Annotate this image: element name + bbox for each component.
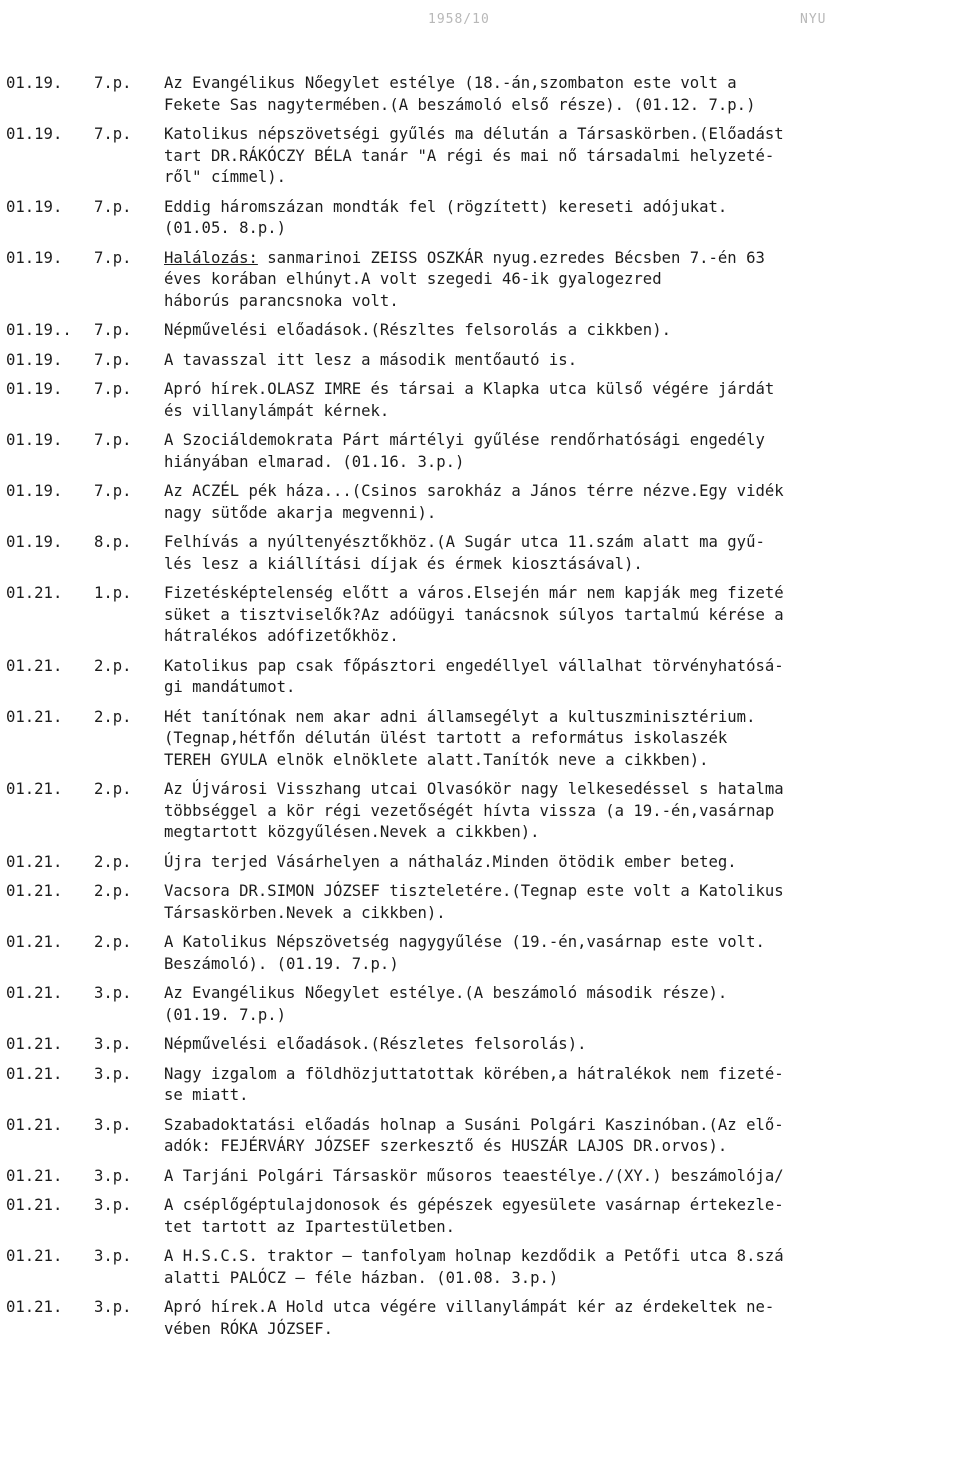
entry-date: 01.21. — [6, 882, 63, 900]
entry-body: Az Újvárosi Visszhang utcai Olvasókör nagy lelkesedéssel s hatalma többséggel a kör régi vezetőségét hívta vissza (a 19.-én,vasárnap megtartott közgyűlésen.Nevek a cikkben). — [164, 780, 784, 841]
entry-label: Halálozás: — [164, 248, 258, 267]
entry-date: 01.19. — [6, 125, 63, 143]
entry-date: 01.19. — [6, 380, 63, 398]
entry-page: 7.p. — [94, 482, 132, 500]
entry-page: 7.p. — [94, 350, 132, 369]
list-item — [6, 379, 954, 422]
entry-body: A cséplőgéptulajdonosok és gépészek egyesülete vasárnap értekezle- tet tartott az Ipartestületben. — [164, 1196, 784, 1236]
entry-body: Eddig háromszázan mondták fel (rögzített) kereseti adójukat. (01.05. 8.p.) — [164, 197, 728, 237]
entry-date: 01.21. — [6, 852, 63, 871]
entry-text — [164, 73, 944, 116]
entry-date: 01.19. — [6, 197, 63, 216]
entry-page: 3.p. — [94, 1247, 132, 1265]
entry-body: Nagy izgalom a földhözjuttatottak körében,a hátralékok nem fizeté- se miatt. — [164, 1064, 784, 1104]
list-item — [6, 124, 954, 189]
entry-date: 01.19. — [6, 248, 63, 267]
entry-list — [6, 73, 954, 1348]
entry-page: 7.p. — [94, 380, 132, 398]
entry-page: 3.p. — [94, 1196, 132, 1214]
list-item — [6, 73, 954, 116]
entry-text — [164, 532, 944, 575]
entry-date: 01.21. — [6, 584, 63, 602]
entry-date: 01.21. — [6, 1115, 63, 1134]
list-item — [6, 983, 954, 1026]
list-item — [6, 481, 954, 524]
entry-page: 7.p. — [94, 74, 132, 92]
entry-page: 3.p. — [94, 1115, 132, 1134]
entry-body: A Tarjáni Polgári Társaskör műsoros teaestélye./(XY.) beszámolója/ — [164, 1166, 784, 1185]
entry-text — [164, 1115, 944, 1158]
entry-text — [164, 1034, 944, 1056]
entry-page: 3.p. — [94, 984, 132, 1002]
list-item — [6, 1064, 954, 1107]
list-item — [6, 852, 954, 874]
entry-date: 01.19. — [6, 74, 63, 92]
entry-date: 01.21. — [6, 656, 63, 675]
entry-date: 01.21. — [6, 707, 63, 726]
list-item — [6, 1246, 954, 1289]
entry-text — [164, 852, 944, 874]
entry-text — [164, 1246, 944, 1289]
entry-text — [164, 1195, 944, 1238]
entry-body: Szabadoktatási előadás holnap a Susáni Polgári Kaszinóban.(Az elő- adók: FEJÉRVÁRY JÓZSEF szerkesztő és HUSZÁR LAJOS DR.orvos). — [164, 1115, 784, 1155]
entry-page: 2.p. — [94, 656, 132, 675]
entry-page: 3.p. — [94, 1298, 132, 1316]
entry-page: 3.p. — [94, 1064, 132, 1083]
entry-page: 7.p. — [94, 248, 132, 267]
entry-text — [164, 124, 944, 189]
entry-page: 2.p. — [94, 707, 132, 726]
entry-text — [164, 932, 944, 975]
list-item — [6, 532, 954, 575]
entry-body: Az ACZÉL pék háza...(Csinos sarokház a János térre nézve.Egy vidék nagy sütőde akarja megvenni). — [164, 482, 784, 522]
entry-body: Az Evangélikus Nőegylet estélye.(A beszámoló második része). (01.19. 7.p.) — [164, 984, 728, 1024]
header-right-mark: NYU — [800, 12, 827, 27]
entry-page: 3.p. — [94, 1166, 132, 1185]
entry-date: 01.19. — [6, 350, 63, 369]
entry-text — [164, 248, 944, 313]
entry-date: 01.21. — [6, 1298, 63, 1316]
entry-body: Vacsora DR.SIMON JÓZSEF tiszteletére.(Tegnap este volt a Katolikus Társaskörben.Nevek a cikkben). — [164, 882, 784, 922]
entry-date: 01.21. — [6, 780, 63, 798]
entry-page: 2.p. — [94, 882, 132, 900]
entry-body: A Katolikus Népszövetség nagygyűlése (19.-én,vasárnap este volt. Beszámoló). (01.19. 7.p.) — [164, 933, 765, 973]
list-item — [6, 779, 954, 844]
entry-body: Katolikus pap csak főpásztori engedéllyel vállalhat törvényhatósá- gi mandátumot. — [164, 656, 784, 696]
entry-text — [164, 481, 944, 524]
entry-page: 1.p. — [94, 584, 132, 602]
entry-body: Újra terjed Vásárhelyen a náthaláz.Minden ötödik ember beteg. — [164, 852, 737, 871]
header-left-mark: 1958/10 — [428, 12, 490, 27]
entry-body: Népművelési előadások.(Részletes felsorolás). — [164, 1035, 587, 1053]
entry-body: Az Evangélikus Nőegylet estélye (18.-án,szombaton este volt a Fekete Sas nagytermében.(A beszámoló első része). (01.12. 7.p.) — [164, 74, 756, 114]
entry-page: 8.p. — [94, 533, 132, 551]
list-item — [6, 1166, 954, 1188]
entry-date: 01.19. — [6, 431, 63, 449]
entry-text — [164, 430, 944, 473]
entry-date: 01.19.. — [6, 321, 72, 339]
entry-text — [164, 583, 944, 648]
entry-date: 01.21. — [6, 984, 63, 1002]
entry-date: 01.21. — [6, 1247, 63, 1265]
entry-date: 01.21. — [6, 1166, 63, 1185]
list-item — [6, 881, 954, 924]
page-header — [0, 9, 960, 29]
list-item — [6, 430, 954, 473]
entry-page: 2.p. — [94, 852, 132, 871]
list-item — [6, 197, 954, 240]
entry-body: Apró hírek.OLASZ IMRE és társai a Klapka utca külső végére járdát és villanylámpát kérnek. — [164, 380, 775, 420]
entry-date: 01.19. — [6, 533, 63, 551]
entry-page: 2.p. — [94, 933, 132, 951]
list-item — [6, 1297, 954, 1340]
entry-page: 3.p. — [94, 1035, 132, 1053]
entry-text — [164, 1166, 944, 1188]
entry-body: Hét tanítónak nem akar adni államsegélyt a kultuszminisztérium. (Tegnap,hétfőn délután ülést tartott a református iskolaszék TEREH GYULA elnök elnöklete alatt.Tanítók neve a cikkben). — [164, 707, 756, 769]
entry-body: Katolikus népszövetségi gyűlés ma délután a Társaskörben.(Előadást tart DR.RÁKÓCZY BÉLA tanár "A régi és mai nő társadalmi helyzeté- ről" címmel). — [164, 125, 784, 186]
entry-text — [164, 1064, 944, 1107]
entry-text — [164, 1297, 944, 1340]
entry-body: A tavasszal itt lesz a második mentőautó is. — [164, 350, 578, 369]
list-item — [6, 320, 954, 342]
entry-text — [164, 320, 944, 342]
entry-body: Népművelési előadások.(Részltes felsorolás a cikkben). — [164, 321, 671, 339]
entry-page: 7.p. — [94, 321, 132, 339]
entry-text — [164, 707, 944, 772]
entry-text — [164, 656, 944, 699]
entry-body: A Szociáldemokrata Párt mártélyi gyűlése rendőrhatósági engedély hiányában elmarad. (01.16. 3.p.) — [164, 431, 765, 471]
entry-text — [164, 197, 944, 240]
entry-text — [164, 779, 944, 844]
entry-text — [164, 983, 944, 1026]
list-item — [6, 583, 954, 648]
list-item — [6, 932, 954, 975]
list-item — [6, 1195, 954, 1238]
list-item — [6, 248, 954, 313]
entry-body: A H.S.C.S. traktor — tanfolyam holnap kezdődik a Petőfi utca 8.szá alatti PALÓCZ — féle házban. (01.08. 3.p.) — [164, 1247, 784, 1287]
list-item — [6, 350, 954, 372]
entry-date: 01.21. — [6, 1196, 63, 1214]
entry-page: 7.p. — [94, 125, 132, 143]
entry-date: 01.21. — [6, 933, 63, 951]
entry-page: 7.p. — [94, 431, 132, 449]
list-item — [6, 1034, 954, 1056]
entry-date: 01.19. — [6, 482, 63, 500]
list-item — [6, 1115, 954, 1158]
entry-body: Fizetésképtelenség előtt a város.Elsején már nem kapják meg fizeté süket a tisztviselők?Az adóügyi tanácsnok súlyos tartalmú kérése a hátralékos adófizetőkhöz. — [164, 584, 784, 645]
entry-date: 01.21. — [6, 1064, 63, 1083]
entry-body: Apró hírek.A Hold utca végére villanylámpát kér az érdekeltek ne- vében RÓKA JÓZSEF. — [164, 1298, 775, 1338]
entry-page: 7.p. — [94, 197, 132, 216]
list-item — [6, 656, 954, 699]
entry-page: 2.p. — [94, 780, 132, 798]
entry-text — [164, 350, 944, 372]
list-item — [6, 707, 954, 772]
entry-text — [164, 379, 944, 422]
entry-date: 01.21. — [6, 1035, 63, 1053]
entry-body: Felhívás a nyúltenyésztőkhöz.(A Sugár utca 11.szám alatt ma gyű- lés lesz a kiállítási díjak és érmek kiosztásával). — [164, 533, 765, 573]
entry-body: sanmarinoi ZEISS OSZKÁR nyug.ezredes Bécsben 7.-én 63 éves korában elhúnyt.A volt szegedi 46-ik gyalogezred háborús parancsnoka volt. — [164, 248, 765, 310]
entry-text — [164, 881, 944, 924]
